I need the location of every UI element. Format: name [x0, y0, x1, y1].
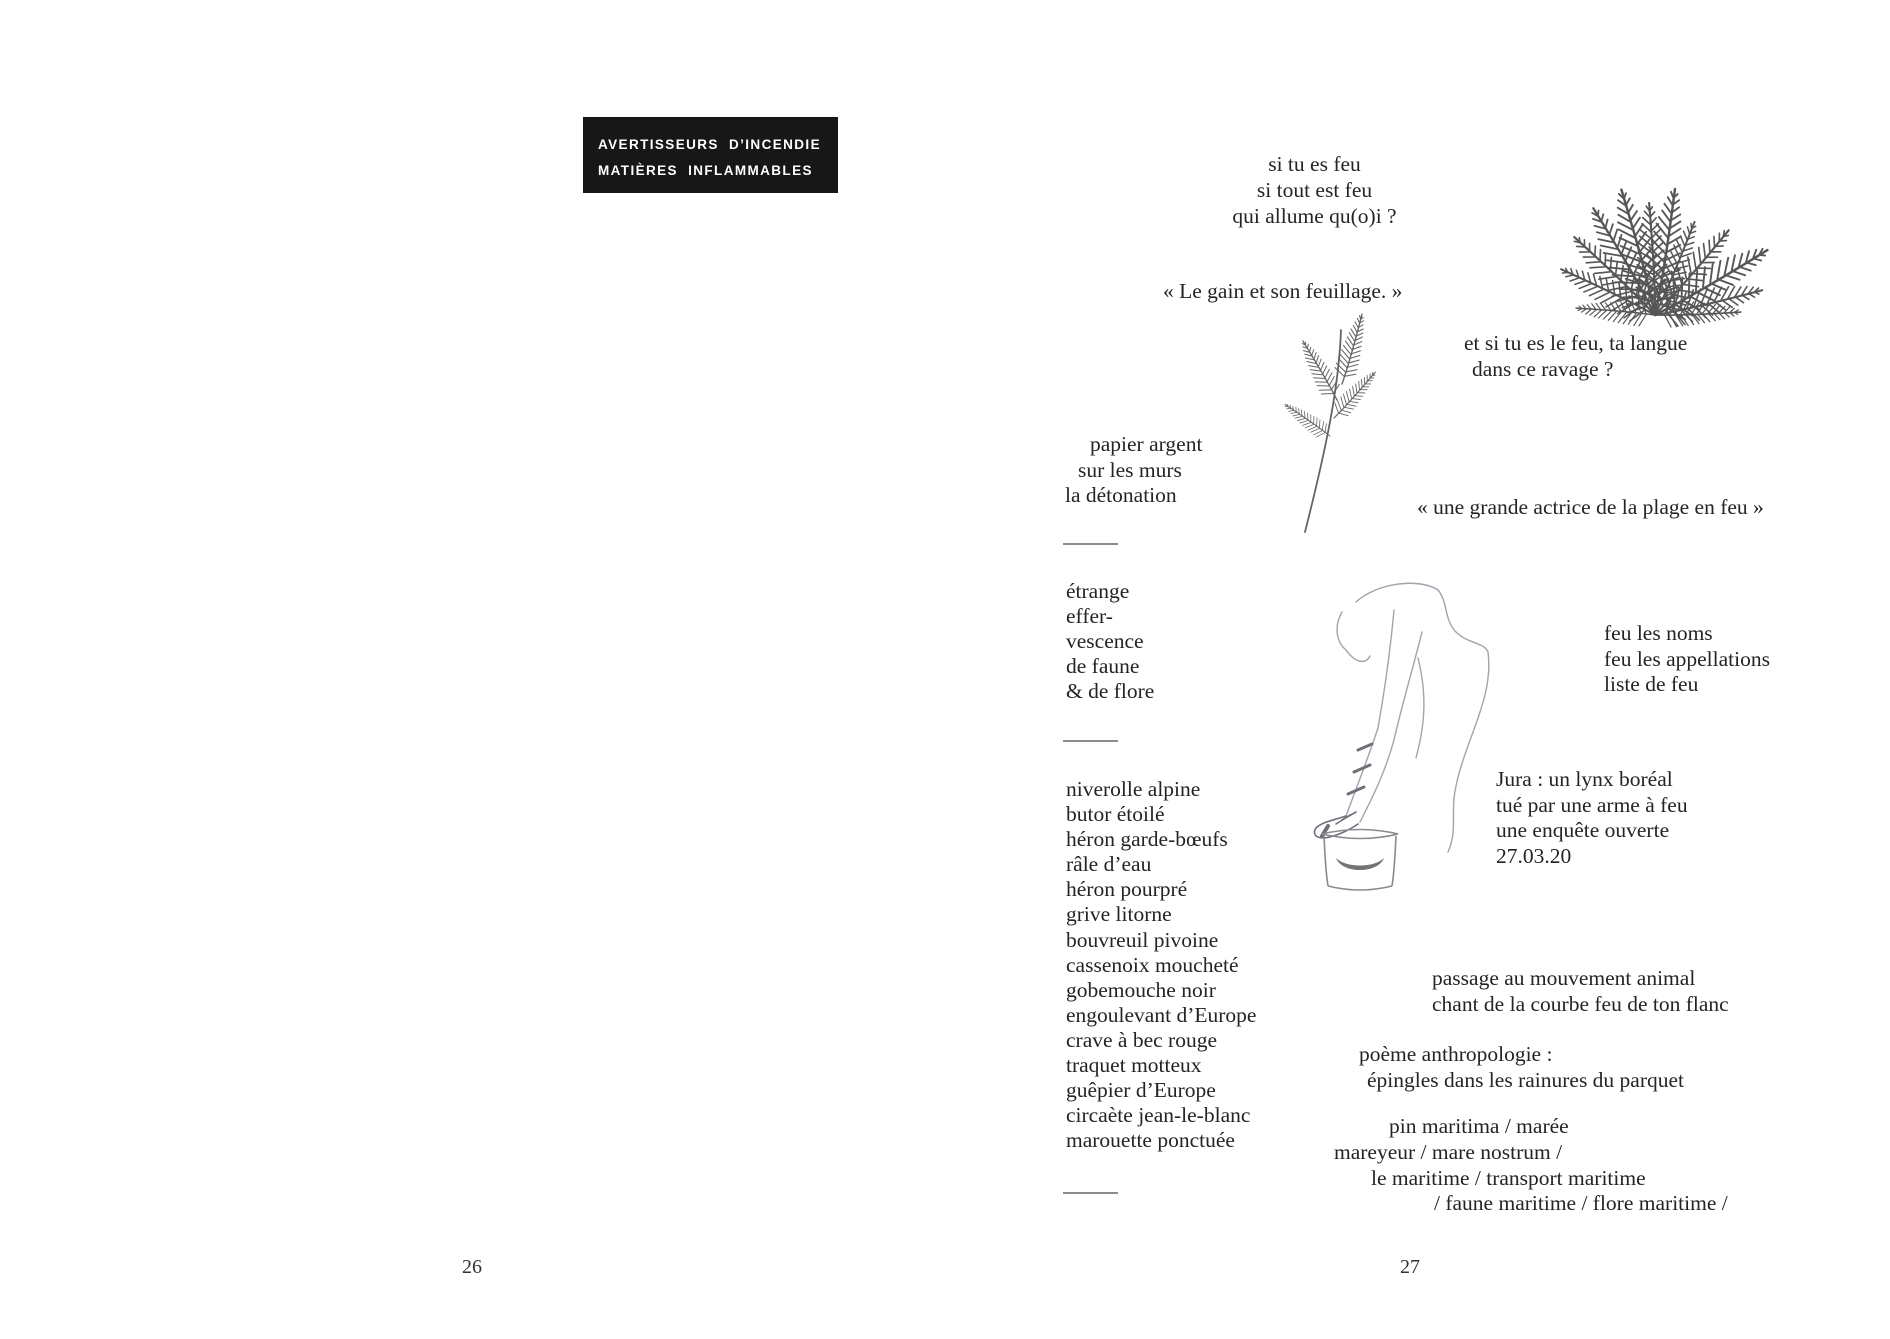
bird-list-item: niverolle alpine — [1066, 777, 1201, 801]
poem-line: vescence — [1066, 629, 1144, 653]
poem-line: la détonation — [1065, 483, 1177, 507]
bird-list-item: marouette ponctuée — [1066, 1128, 1235, 1153]
poem-line: / faune maritime / flore maritime / — [1434, 1191, 1728, 1216]
legs-in-bucket-illustration — [1298, 568, 1503, 898]
poem-line: feu les noms — [1604, 621, 1713, 645]
fern-sprig-illustration — [1233, 318, 1428, 540]
poem-line: une enquête ouverte — [1496, 818, 1670, 842]
divider-rule-1 — [1063, 543, 1118, 545]
bird-list-item: butor étoilé — [1066, 802, 1165, 827]
poem-line: pin maritima / marée — [1389, 1114, 1569, 1138]
warning-line-1: AVERTISSEURS D’INCENDIE — [598, 137, 821, 152]
poem-langue — [1464, 330, 1687, 382]
quote-gain: « Le gain et son feuillage. » — [1163, 279, 1403, 303]
poem-feu-noms — [1604, 621, 1770, 698]
bird-list-item: engoulevant d’Europe — [1066, 1002, 1257, 1027]
sprig-stem — [1280, 311, 1382, 532]
poem-etrange — [1066, 579, 1154, 704]
poem-passage — [1432, 965, 1729, 1017]
poem-line: et si tu es le feu, ta langue — [1464, 331, 1688, 355]
bird-list-item: héron pourpré — [1066, 877, 1188, 902]
poem-line: papier argent — [1090, 432, 1203, 456]
poem-line: étrange — [1066, 579, 1130, 603]
poem-line: feu les appellations — [1604, 646, 1770, 671]
bird-list-item: circaète jean-le-blanc — [1066, 1103, 1251, 1128]
bird-list-item: râle d’eau — [1066, 852, 1152, 877]
poem-line: effer- — [1066, 604, 1113, 628]
bucket — [1322, 830, 1398, 891]
bird-list-item: cassenoix moucheté — [1066, 952, 1239, 977]
quote-actrice: « une grande actrice de la plage en feu » — [1417, 495, 1764, 519]
poem-line: mareyeur / mare nostrum / — [1334, 1139, 1563, 1164]
poem-jura — [1496, 767, 1688, 869]
heel-shoe — [1314, 812, 1358, 838]
poem-line: 27.03.20 — [1496, 843, 1572, 868]
poem-line: Jura : un lynx boréal — [1496, 767, 1673, 791]
bird-list-item: héron garde-bœufs — [1066, 827, 1228, 852]
poem-line: & de flore — [1066, 679, 1155, 703]
divider-rule-2 — [1063, 740, 1118, 742]
poem-line: si tout est feu — [1256, 178, 1373, 202]
bird-list-item: guêpier d’Europe — [1066, 1078, 1216, 1103]
poem-anthropologie — [1359, 1041, 1684, 1093]
poem-line: passage au mouvement animal — [1432, 966, 1696, 990]
shin-bands — [1348, 744, 1372, 794]
poem-line: le maritime / transport maritime — [1371, 1165, 1646, 1190]
warning-label-box — [583, 117, 838, 193]
poem-line: qui allume qu(o)i ? — [1232, 204, 1397, 228]
bird-list-item: bouvreuil pivoine — [1066, 927, 1219, 952]
page-number-left: 26 — [462, 1256, 482, 1278]
bird-list — [1066, 777, 1256, 1153]
warning-line-2: MATIÈRES INFLAMMABLES — [598, 163, 813, 178]
page-number-right: 27 — [1400, 1256, 1420, 1278]
poem-papier — [1065, 432, 1202, 509]
poem-fire-questions — [1222, 151, 1407, 229]
poem-maritime — [1334, 1114, 1728, 1217]
bird-list-item: gobemouche noir — [1066, 977, 1216, 1002]
poem-line: chant de la courbe feu de ton flanc — [1432, 992, 1729, 1016]
poem-line: dans ce ravage ? — [1472, 357, 1614, 381]
poem-line: sur les murs — [1078, 457, 1182, 482]
bird-list-item: crave à bec rouge — [1066, 1027, 1217, 1052]
poem-line: de faune — [1066, 654, 1140, 678]
poem-line: tué par une arme à feu — [1496, 792, 1688, 817]
poem-line: épingles dans les rainures du parquet — [1367, 1068, 1685, 1092]
mimosa-fronds — [1554, 185, 1777, 332]
divider-rule-3 — [1063, 1192, 1118, 1194]
poem-line: liste de feu — [1604, 672, 1699, 696]
poem-line: si tu es feu — [1268, 152, 1361, 176]
poem-line: poème anthropologie : — [1359, 1042, 1553, 1066]
mimosa-branch-illustration — [1505, 103, 1805, 325]
bird-list-item: traquet motteux — [1066, 1053, 1202, 1078]
legs-sketch-lines — [1337, 583, 1489, 852]
bird-list-item: grive litorne — [1066, 902, 1172, 927]
